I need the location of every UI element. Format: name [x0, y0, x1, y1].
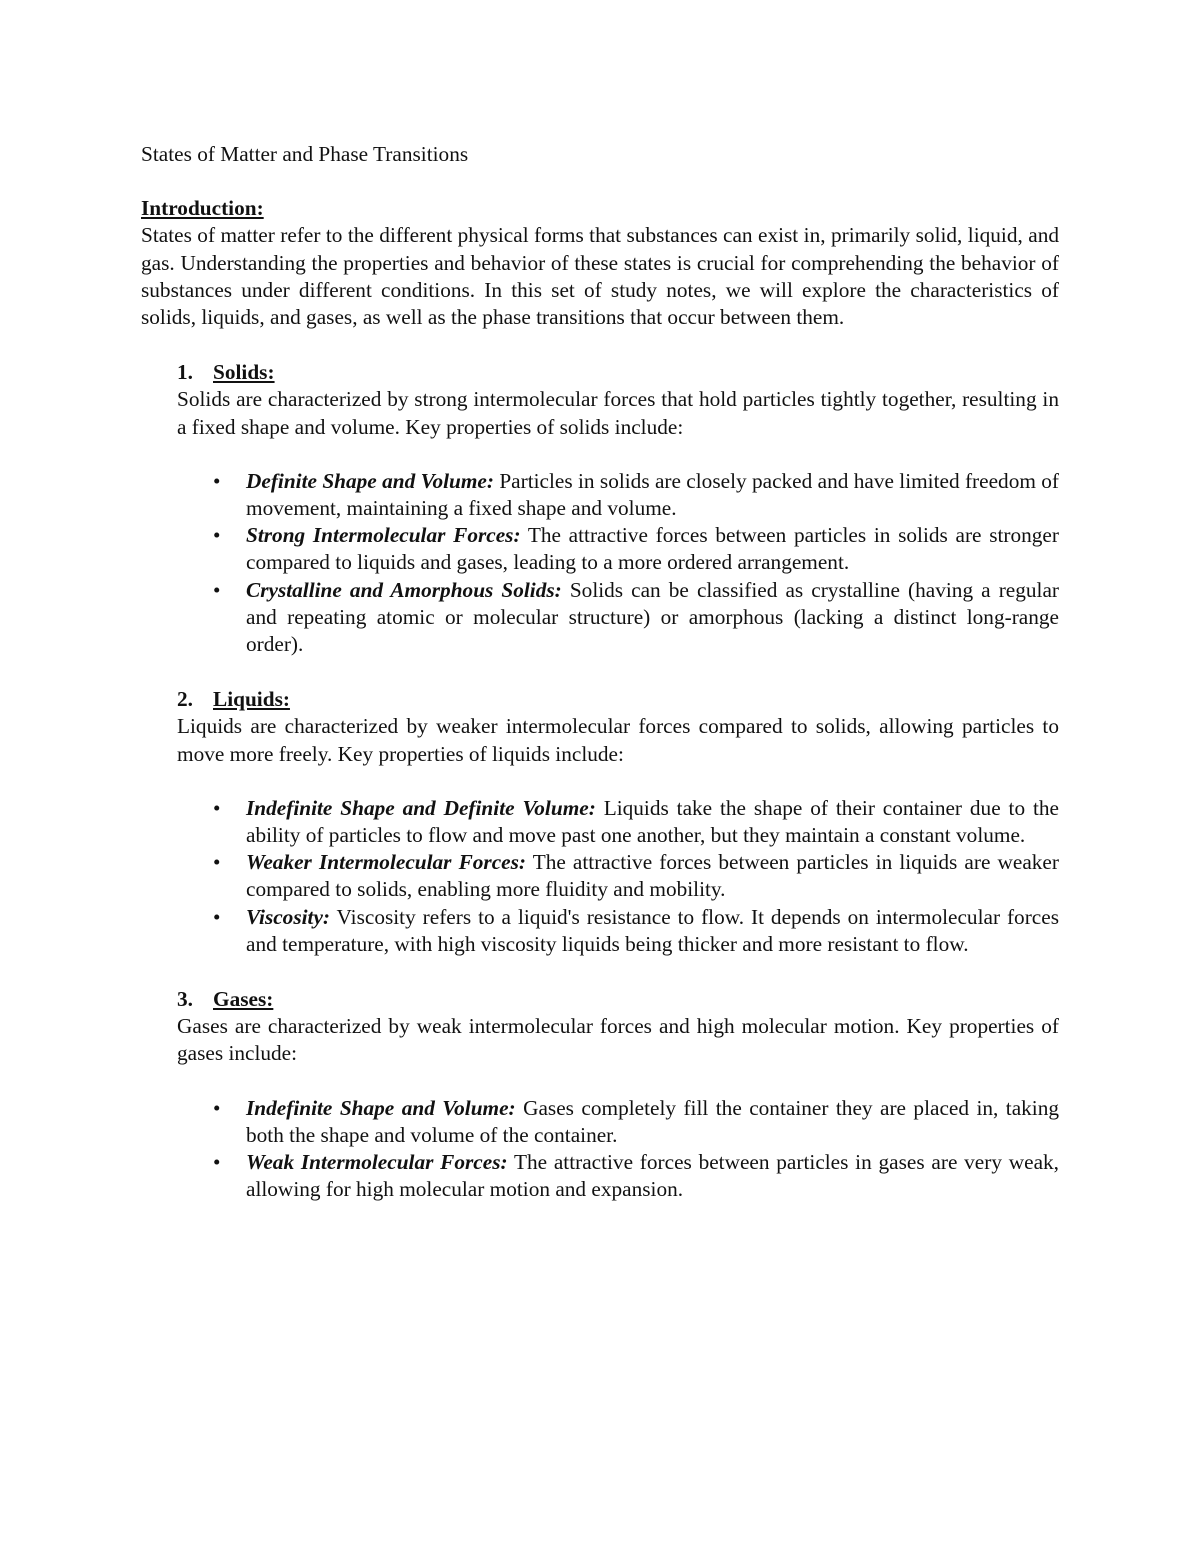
property-term: Strong Intermolecular Forces:	[246, 523, 521, 548]
property-description: The attractive forces between particles in gases are very weak, allowing for high molecular motion and expansion.	[246, 1150, 1060, 1202]
section-heading-label: Gases:	[213, 987, 274, 1012]
list-item	[213, 1149, 1060, 1203]
property-description: Solids can be classified as crystalline (having a regular and repeating atomic or molecular structure) or amorphous (lacking a distinct long-range order).	[246, 577, 1059, 657]
property-description: Liquids take the shape of their container due to the ability of particles to flow and move past one another, but they maintain a constant volume.	[246, 795, 1059, 848]
introduction-heading: Introduction:	[141, 196, 264, 221]
bullet-icon: •	[213, 850, 221, 875]
list-item	[213, 904, 1059, 958]
property-list	[177, 468, 1059, 658]
property-term: Indefinite Shape and Definite Volume:	[246, 795, 596, 820]
property-term: Definite Shape and Volume:	[246, 468, 494, 493]
section-liquids	[177, 686, 1059, 958]
bullet-icon: •	[213, 1150, 221, 1175]
section-paragraph: Liquids are characterized by weaker intermolecular forces compared to solids, allowing particles to move more freely. Key properties of liquids include:	[177, 714, 1059, 766]
list-item	[213, 849, 1059, 903]
section-gases	[177, 986, 1059, 1203]
section-paragraph: Solids are characterized by strong intermolecular forces that hold particles tightly together, resulting in a fixed shape and volume. Key properties of solids include:	[177, 387, 1059, 439]
section-heading	[177, 359, 1059, 386]
section-heading	[177, 986, 1059, 1013]
bullet-icon: •	[213, 468, 221, 493]
bullet-icon: •	[213, 523, 221, 548]
list-item	[213, 577, 1059, 659]
bullet-icon: •	[213, 904, 221, 929]
bullet-icon: •	[213, 1095, 221, 1120]
list-item	[213, 795, 1059, 849]
property-term: Indefinite Shape and Volume:	[246, 1095, 516, 1120]
property-description: Viscosity refers to a liquid's resistance to flow. It depends on intermolecular forces and temperature, with high viscosity liquids being thicker and more resistant to flow.	[246, 904, 1059, 956]
section-number: 3.	[177, 987, 193, 1012]
section-heading-label: Solids:	[213, 360, 275, 385]
section-heading	[177, 686, 1059, 713]
list-item	[213, 522, 1059, 576]
document-body	[141, 141, 1059, 1204]
property-term: Crystalline and Amorphous Solids:	[246, 577, 562, 602]
section-number: 1.	[177, 360, 193, 385]
property-description: The attractive forces between particles in liquids are weaker compared to solids, enabling more fluidity and mobility.	[246, 850, 1059, 902]
list-item	[213, 1095, 1060, 1149]
introduction-paragraph: States of matter refer to the different physical forms that substances can exist in, primarily solid, liquid, and gas. Understanding the properties and behavior of these states is crucial for comprehending the behavior of substances under different conditions. In this set of study notes, we will explore the characteristics of solids, liquids, and gases, as well as the phase transitions that occur between them.	[141, 223, 1059, 330]
bullet-icon: •	[213, 577, 221, 602]
property-term: Weak Intermolecular Forces:	[246, 1150, 508, 1175]
property-description: Particles in solids are closely packed and have limited freedom of movement, maintaining a fixed shape and volume.	[246, 468, 1059, 521]
section-number: 2.	[177, 687, 193, 712]
property-description: Gases completely fill the container they are placed in, taking both the shape and volume of the container.	[246, 1095, 1060, 1147]
property-term: Viscosity:	[246, 904, 331, 929]
list-item	[213, 468, 1059, 522]
bullet-icon: •	[213, 795, 221, 820]
document-title: States of Matter and Phase Transitions	[141, 142, 469, 166]
section-heading-label: Liquids:	[213, 687, 290, 712]
section-solids	[177, 359, 1059, 658]
property-list	[177, 1095, 1059, 1204]
property-term: Weaker Intermolecular Forces:	[246, 850, 526, 875]
property-list	[177, 795, 1059, 958]
section-paragraph: Gases are characterized by weak intermolecular forces and high molecular motion. Key properties of gases include:	[177, 1014, 1059, 1066]
property-description: The attractive forces between particles in solids are stronger compared to liquids and gases, leading to a more ordered arrangement.	[246, 523, 1059, 575]
